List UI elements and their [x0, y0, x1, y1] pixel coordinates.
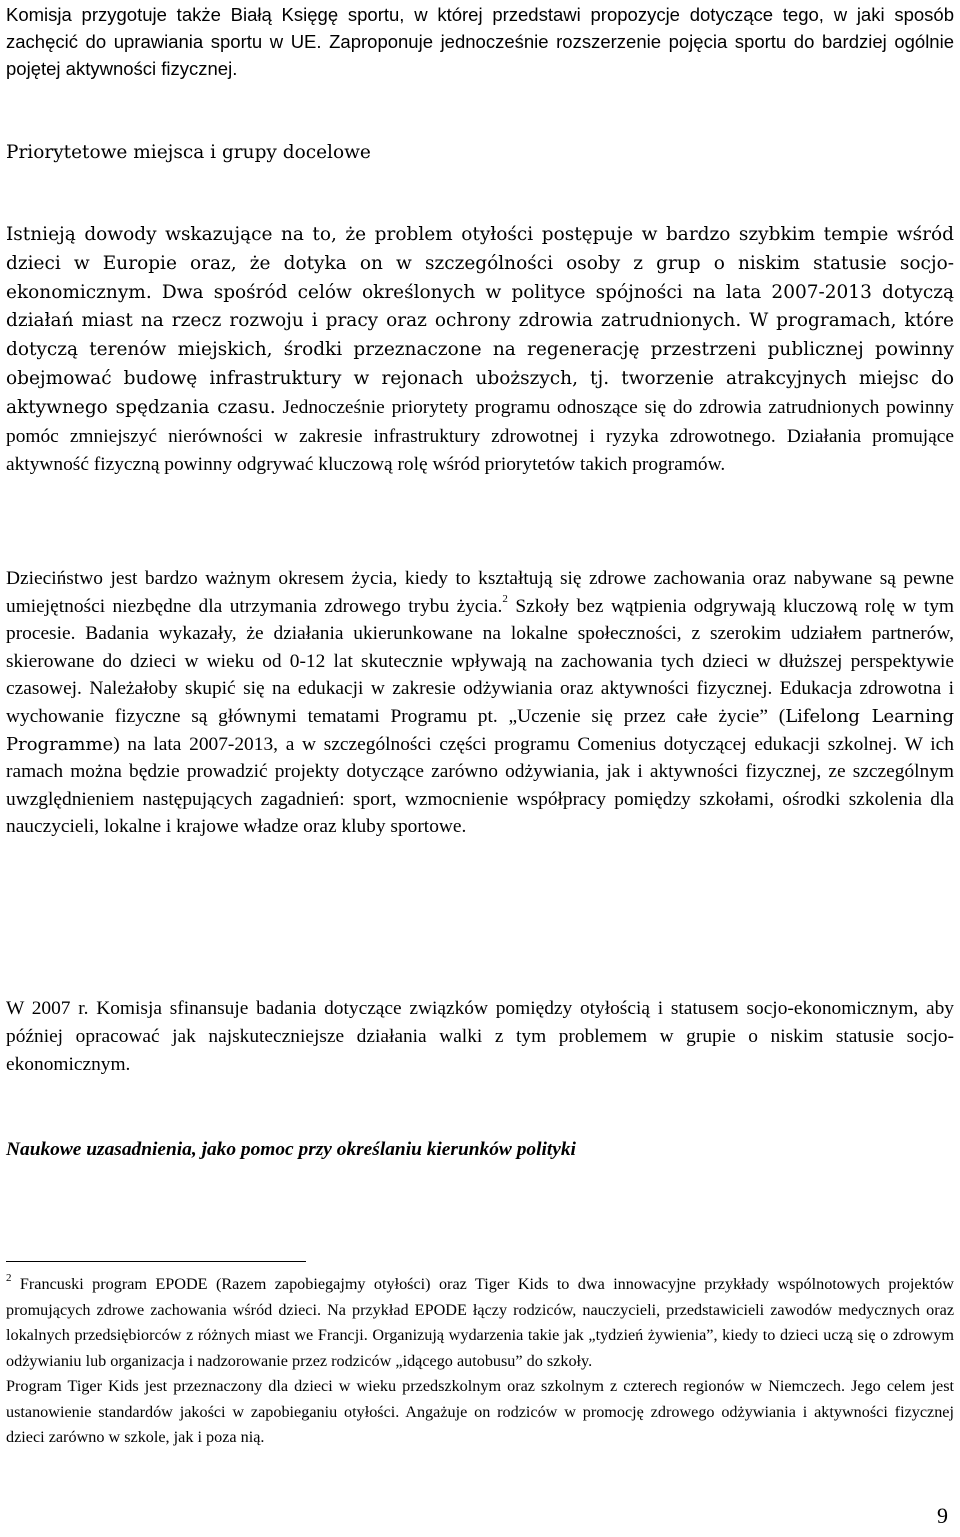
footnote-separator [6, 1261, 306, 1262]
section-heading-priority-text: Priorytetowe miejsca i grupy docelowe [6, 142, 371, 163]
section-heading-science [6, 1136, 954, 1164]
footnote [6, 1272, 954, 1451]
childhood-text-part3: ) na lata 2007-2013, a w szczególności części programu Comenius dotyczącej edukacji szkolnej. W ich ramach można będzie prowadzić projekty dotyczące zarówno odżywiania, jak i aktywności fizycznej, ze szczególnym uwzględnieniem następujących zagadnień: sport, wzmocnienie współpracy pomiędzy szkołami, ośrodki szkolenia dla nauczycieli, lokalne i krajowe władze oraz kluby sportowe. [6, 733, 954, 838]
priority-text-part2: Dwa spośród celów określonych w polityce spójności na lata 2007-2013 dotyczą działań miast na rzecz rozwoju i pracy oraz ochrony zdrowia zatrudnionych. W programach, które dotyczą terenów miejskich, środki przeznaczone na regenerację przestrzeni publicznej powinny obejmować budowę infrastruktury w rejonach uboższych, tj. tworzenie atrakcyjnych miejsc do aktywnego spędzania czasu. [6, 281, 954, 418]
footnote-paragraph-1 [6, 1272, 954, 1374]
footnote-paragraph-2 [6, 1374, 954, 1451]
priority-text-part1: Istnieją dowody wskazujące na to, że problem otyłości postępuje w bardzo szybkim tempie wśród dzieci w Europie oraz, że dotyka on w szczególności osoby z grup o niskim statusie socjo-ekonomicznym. [6, 224, 954, 303]
childhood-text-part2: Szkoły bez wątpienia odgrywają kluczową rolę w tym procesie. Badania wykazały, że działania ukierunkowane na lokalne społeczności, z szerokim udziałem partnerów, skierowane do dzieci w wieku od 0-12 lat skutecznie wpływają na zachowania tych dzieci w dłuższej perspektywie czasowej. Należałoby skupić się na edukacji w zakresie odżywiania oraz aktywności fizycznej. Edukacja zdrowotna i wychowanie fizyczne są głównymi tematami Programu pt. „Uczenie się przez całe życie” ( [6, 595, 954, 727]
footnote-text: Francuski program EPODE (Razem zapobiegajmy otyłości) oraz Tiger Kids to dwa innowacyjne przykłady wspólnotowych projektów promujących zdrowe zachowania wśród dzieci. Na przykład EPODE łączy rodziców, nauczycieli, przedstawicieli zawodów medycznych oraz lokalnych przedsiębiorców z różnych miast we Francji. Organizują wydarzenia takie jak „tydzień żywienia”, kiedy to dzieci uczą się o zdrowym odżywianiu lub organizacja i nadzorowanie przez rodziców „idącego autobusu” do szkoły. [6, 1275, 954, 1370]
childhood-program-name: Lifelong Learning Programme [6, 705, 954, 755]
childhood-paragraph [6, 565, 954, 841]
page-number: 9 [937, 1503, 948, 1528]
footnote-reference[interactable]: 2 [502, 593, 508, 606]
intro-paragraph [6, 1, 954, 82]
priority-paragraph [6, 221, 954, 480]
intro-text: Komisja przygotuje także Białą Księgę sportu, w której przedstawi propozycje dotyczące tego, w jaki sposób zachęcić do uprawiania sportu w UE. Zaproponuje jednocześnie rozszerzenie pojęcia sportu do bardziej ogólnie pojętej aktywności fizycznej. [6, 4, 954, 79]
footnote-number: 2 [6, 1271, 12, 1284]
footnote-text-2: Program Tiger Kids jest przeznaczony dla dzieci w wieku przedszkolnym oraz szkolnym z czterech regionów w Niemczech. Jego celem jest ustanowienie standardów jakości w zapobieganiu otyłości. Angażuje on rodziców w promocję zdrowego odżywiania i aktywności fizycznej dzieci zarówno w szkole, jak i poza nią. [6, 1377, 954, 1446]
childhood-text-part1: Dzieciństwo jest bardzo ważnym okresem życia, kiedy to kształtują się zdrowe zachowania oraz nabywane są pewne umiejętności niezbędne dla utrzymania zdrowego trybu życia. [6, 568, 954, 617]
priority-text-part3: Jednocześnie priorytety programu odnoszące się do zdrowia zatrudnionych powinny pomóc zmniejszyć nierówności w zakresie infrastruktury zdrowotnej i ryzyka zdrowotnego. Działania promujące aktywność fizyczną powinny odgrywać kluczową rolę wśród priorytetów takich programów. [6, 396, 954, 476]
research-paragraph [6, 995, 954, 1079]
section-heading-priority [6, 139, 954, 166]
research-text: W 2007 r. Komisja sfinansuje badania dotyczące związków pomiędzy otyłością i statusem socjo-ekonomicznym, aby później opracować jak najskuteczniejsze działania walki z tym problemem w grupie o niskim statusie socjo-ekonomicznym. [6, 998, 954, 1075]
section-heading-science-text: Naukowe uzasadnienia, jako pomoc przy określaniu kierunków polityki [6, 1139, 576, 1160]
